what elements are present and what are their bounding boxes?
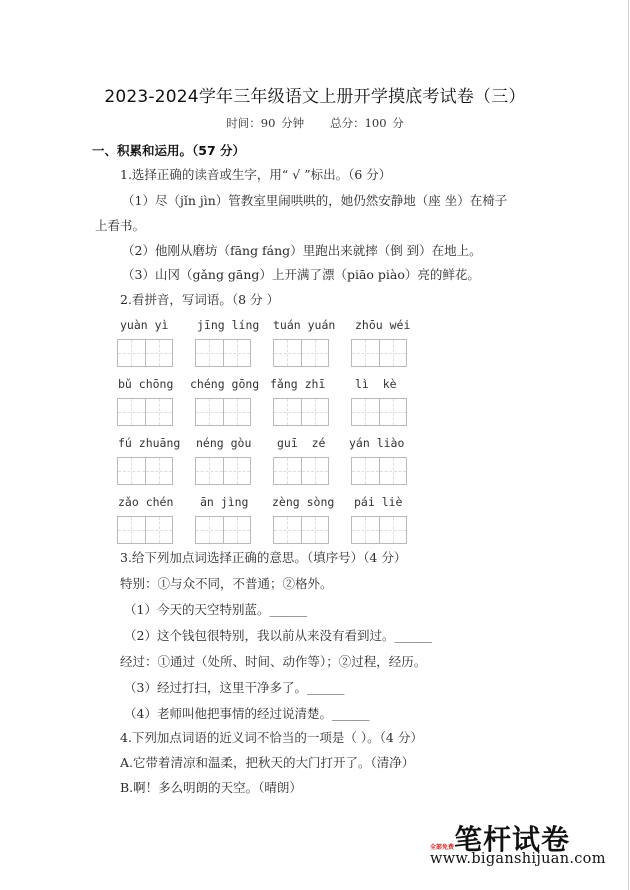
q1-item-2: （2）他刚从磨坊（fāng fáng）里跑出来就摔（倒 到）在地上。 xyxy=(122,243,482,258)
watermark-tag: 全部免费 xyxy=(430,844,455,851)
writing-box[interactable] xyxy=(195,339,251,367)
pinyin-label: lì kè xyxy=(355,377,397,391)
q1-item-1: （1）尽（jǐn jìn）管教室里闹哄哄的，她仍然安静地（座 坐）在椅子 xyxy=(122,193,508,208)
exam-title: 2023-2024学年三年级语文上册开学摸底考试卷（三） xyxy=(104,87,526,107)
writing-box[interactable] xyxy=(195,457,251,485)
pinyin-label: tuán yuán xyxy=(273,318,336,332)
q4-option-a: A.它带着清凉和温柔，把秋天的大门打开了。（清净） xyxy=(120,755,415,770)
q3-prompt: 3.给下列加点词选择正确的意思。（填序号）（4 分） xyxy=(120,550,407,565)
pinyin-label: bǔ chōng xyxy=(118,377,174,391)
watermark-brand: 笔杆试卷 xyxy=(454,823,571,856)
q1-prompt: 1.选择正确的读音或生字，用“ √ ”标出。（6 分） xyxy=(120,167,392,182)
q3-item-2: （2）这个钱包很特别，我以前从来没有看到过。______ xyxy=(124,628,432,643)
pinyin-label: zǎo chén xyxy=(118,495,174,509)
pinyin-label: ān jìng xyxy=(200,495,249,509)
writing-box[interactable] xyxy=(351,457,407,485)
q3-item-4: （4）老师叫他把事情的经过说清楚。______ xyxy=(124,706,370,721)
writing-box[interactable] xyxy=(117,339,173,367)
section-heading: 一、积累和运用。（57 分） xyxy=(92,143,245,158)
pinyin-label: néng gòu xyxy=(196,436,252,450)
writing-box[interactable] xyxy=(117,457,173,485)
writing-box[interactable] xyxy=(117,516,173,544)
writing-box[interactable] xyxy=(351,339,407,367)
pinyin-label: fǎng zhī xyxy=(270,377,326,391)
q3-definition-tebie: 特别：①与众不同，不普通；②格外。 xyxy=(120,576,333,591)
writing-box[interactable] xyxy=(273,398,329,426)
writing-box[interactable] xyxy=(351,516,407,544)
pinyin-label: chéng gōng xyxy=(190,377,260,391)
pinyin-label: pái liè xyxy=(354,495,403,509)
watermark-url: www.biganshijuan.com xyxy=(430,851,606,867)
writing-box[interactable] xyxy=(273,457,329,485)
q4-option-b: B.啊！多么明朗的天空。（晴朗） xyxy=(120,780,302,795)
pinyin-label: zèng sòng xyxy=(272,495,335,509)
pinyin-label: zhōu wéi xyxy=(355,318,411,332)
q4-prompt: 4.下列加点词语的近义词不恰当的一项是（ ）。（4 分） xyxy=(120,730,423,745)
pinyin-label: yuàn yì xyxy=(120,318,169,332)
page-edge xyxy=(628,0,629,890)
writing-box[interactable] xyxy=(195,516,251,544)
pinyin-label: jīng líng xyxy=(197,318,260,332)
writing-box[interactable] xyxy=(273,516,329,544)
pinyin-label: yán liào xyxy=(349,436,405,450)
writing-box[interactable] xyxy=(117,398,173,426)
writing-box[interactable] xyxy=(273,339,329,367)
pinyin-label: guī zé xyxy=(277,436,326,450)
q1-item-1-cont: 上看书。 xyxy=(95,218,146,233)
q3-item-1: （1）今天的天空特别蓝。______ xyxy=(124,602,307,617)
q1-item-3: （3）山冈（gǎng gāng）上开满了漂（piāo piào）亮的鲜花。 xyxy=(122,267,480,282)
q3-definition-jingguo: 经过：①通过（处所、时间、动作等）；②过程，经历。 xyxy=(120,654,427,669)
exam-meta xyxy=(0,115,630,131)
exam-total-score: 总分：100 分 xyxy=(330,116,404,130)
q2-prompt: 2.看拼音，写词语。（8 分 ） xyxy=(120,292,280,307)
watermark-logo xyxy=(430,818,606,878)
q3-item-3: （3）经过打扫，这里干净多了。______ xyxy=(124,680,345,695)
pinyin-label: fú zhuāng xyxy=(118,436,181,450)
writing-box[interactable] xyxy=(351,398,407,426)
writing-box[interactable] xyxy=(195,398,251,426)
exam-time: 时间：90 分钟 xyxy=(226,116,305,130)
